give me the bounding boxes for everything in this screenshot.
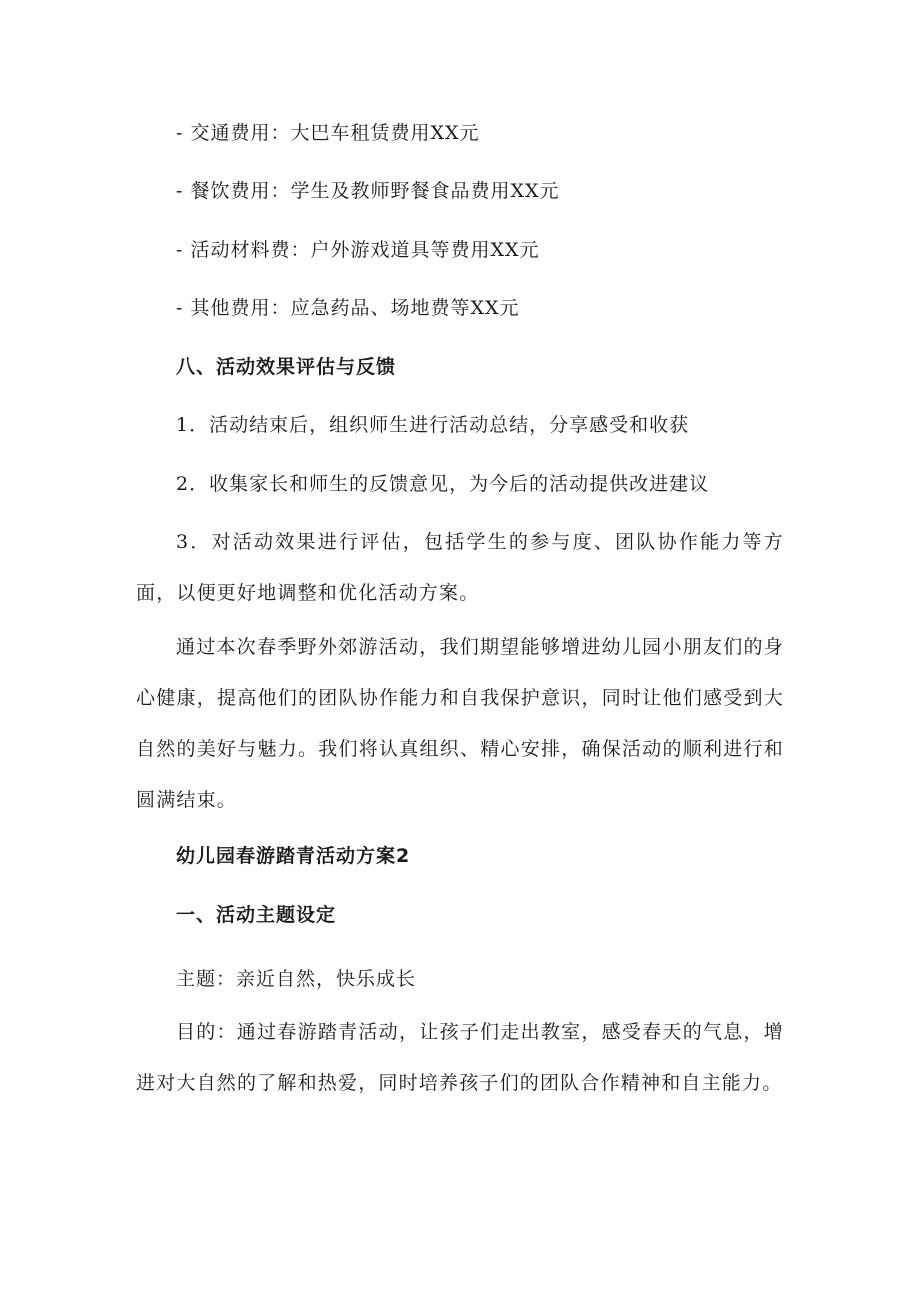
evaluation-item-1: 1．活动结束后，组织师生进行活动总结，分享感受和收获 bbox=[176, 414, 690, 436]
plan2-title: 幼儿园春游踏青活动方案2 bbox=[176, 845, 411, 867]
cost-item-materials: - 活动材料费：户外游戏道具等费用XX元 bbox=[176, 239, 540, 261]
theme-text: 主题：亲近自然，快乐成长 bbox=[176, 968, 417, 990]
conclusion-paragraph: 通过本次春季野外郊游活动，我们期望能够增进幼儿园小朋友们的身心健康，提高他们的团队协作能力和自我保护意识，同时让他们感受到大自然的美好与魅力。我们将认真组织、精心安排，确保活动的顺利进行和圆满结束。 bbox=[136, 636, 784, 811]
evaluation-item-3: 3．对活动效果进行评估，包括学生的参与度、团队协作能力等方面，以便更好地调整和优化活动方案。 bbox=[136, 531, 784, 604]
cost-item-transport: - 交通费用：大巴车租赁费用XX元 bbox=[176, 122, 480, 144]
cost-item-other: - 其他费用：应急药品、场地费等XX元 bbox=[176, 297, 520, 319]
section-heading-evaluation: 八、活动效果评估与反馈 bbox=[176, 356, 397, 378]
section-heading-theme: 一、活动主题设定 bbox=[176, 904, 337, 926]
purpose-paragraph: 目的：通过春游踏青活动，让孩子们走出教室，感受春天的气息，增进对大自然的了解和热爱，同时培养孩子们的团队合作精神和自主能力。 bbox=[136, 1021, 784, 1094]
evaluation-item-2: 2．收集家长和师生的反馈意见，为今后的活动提供改进建议 bbox=[176, 473, 710, 495]
cost-item-catering: - 餐饮费用：学生及教师野餐食品费用XX元 bbox=[176, 180, 560, 202]
